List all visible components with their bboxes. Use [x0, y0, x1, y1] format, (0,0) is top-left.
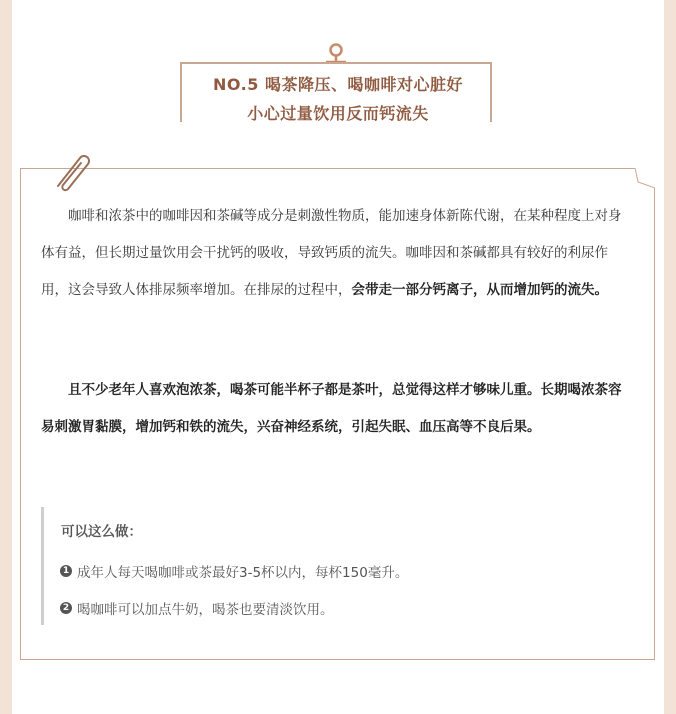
tip-text: 喝咖啡可以加点牛奶，喝茶也要清淡饮用。: [77, 602, 334, 618]
paragraph-caffeine-bold: 会带走一部分钙离子，从而增加钙的流失。: [351, 282, 608, 298]
page: [12, 0, 664, 714]
paragraph-caffeine-text: 咖啡和浓茶中的咖啡因和茶碱等成分是刺激性物质，能加速身体新陈代谢，在某种程度上对身体有益，但长期过量饮用会干扰钙的吸收，导致钙质的流失。咖啡因和茶碱都具有较好的利尿作用，这会导致人体排尿频率增加。在排尿的过程中，: [41, 208, 622, 298]
tip-item: [60, 561, 408, 581]
paragraph-caffeine: [41, 198, 633, 309]
folded-corner: [635, 168, 655, 188]
paragraph-strong-tea: 且不少老年人喜欢泡浓茶，喝茶可能半杯子都是茶叶，总觉得这样才够味儿重。长期喝浓茶容易刺激胃黏膜，增加钙和铁的流失，兴奋神经系统，引起失眠、血压高等不良后果。: [41, 382, 622, 435]
number-badge-icon: 1: [60, 565, 72, 577]
tip-text: 成年人每天喝咖啡或茶最好3-5杯以内，每杯150毫升。: [77, 565, 409, 581]
tips-title: 可以这么做：: [61, 524, 142, 540]
section-title: NO.5 喝茶降压、喝咖啡对心脏好: [213, 75, 463, 94]
paperclip-icon: [52, 148, 92, 192]
tip-item: [60, 598, 334, 618]
tips-box: [41, 507, 604, 625]
section-subtitle: 小心过量饮用反而钙流失: [247, 104, 429, 123]
number-badge-icon: 2: [60, 602, 72, 614]
